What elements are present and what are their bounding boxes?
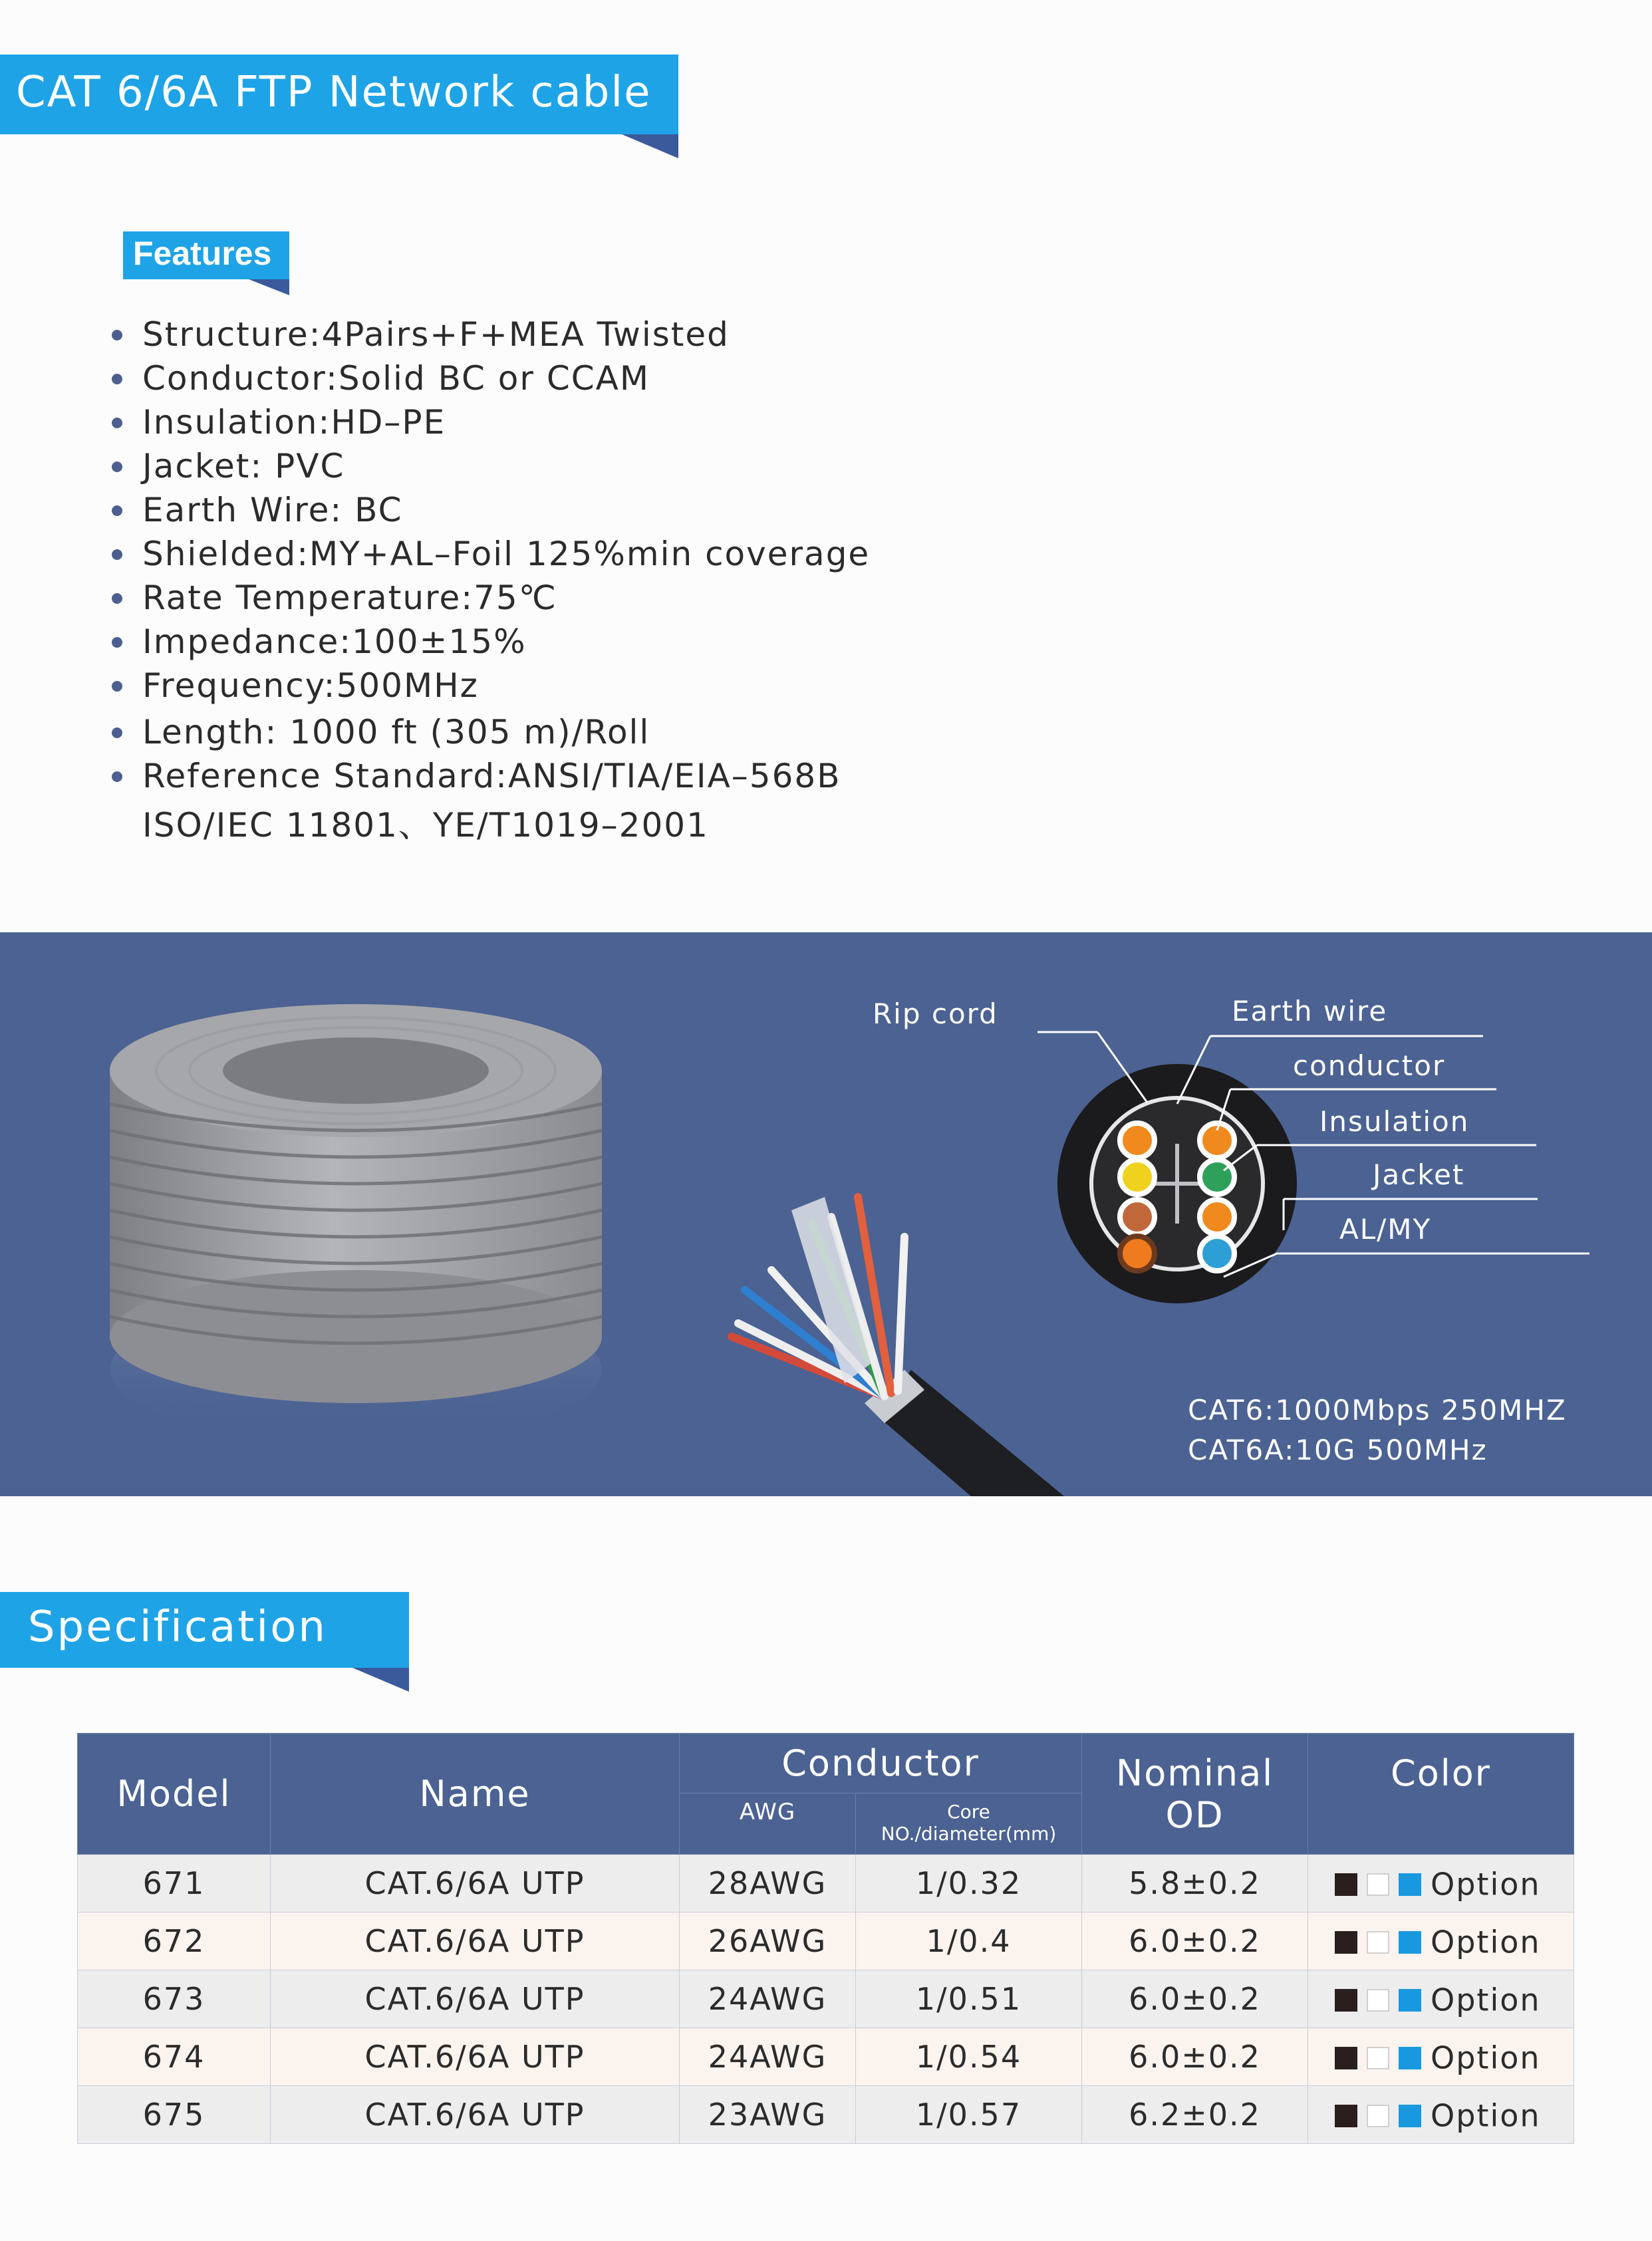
bullet (112, 505, 122, 516)
cell-od: 6.0±0.2 (1082, 1970, 1308, 2028)
cell-core: 1/0.57 (856, 2086, 1082, 2144)
page-title: CAT 6/6A FTP Network cable (16, 68, 652, 117)
cell-name: CAT.6/6A UTP (271, 1855, 680, 1912)
label-conductor: conductor (1293, 1049, 1446, 1082)
cell-od: 6.0±0.2 (1082, 2028, 1308, 2086)
cell-awg: 24AWG (680, 2028, 856, 2086)
cell-color: Option (1308, 2086, 1574, 2144)
speed-cat6a: CAT6A:10G 500MHz (1188, 1434, 1488, 1466)
bullet (112, 727, 122, 738)
swatch-blue (1399, 1873, 1421, 1896)
swatch-black (1335, 1989, 1357, 2012)
feature-item: Length: 1000 ft (305 m)/Roll (105, 708, 1103, 754)
bullet (112, 771, 122, 782)
header-conductor: Conductor (680, 1734, 1082, 1793)
swatch-black (1335, 1873, 1357, 1896)
cell-model: 675 (78, 2086, 271, 2144)
cell-model: 673 (78, 1970, 271, 2028)
swatch-blue (1399, 2105, 1421, 2127)
swatch-blue (1399, 1931, 1421, 1954)
header-color: Color (1308, 1734, 1574, 1855)
specification-heading: Specification (28, 1603, 327, 1652)
bullet (112, 330, 122, 340)
table-row (78, 1855, 1574, 1912)
cell-od: 6.0±0.2 (1082, 1912, 1308, 1970)
cell-core: 1/0.51 (856, 1970, 1082, 2028)
cell-name: CAT.6/6A UTP (271, 2086, 680, 2144)
cell-model: 672 (78, 1912, 271, 1970)
label-earth-wire: Earth wire (1232, 995, 1388, 1027)
swatch-white (1367, 1931, 1389, 1954)
header-name: Name (271, 1734, 680, 1855)
cell-color: Option (1308, 1855, 1574, 1912)
table-row (78, 1970, 1574, 2028)
swatch-black (1335, 1931, 1357, 1954)
label-insulation: Insulation (1319, 1105, 1470, 1138)
feature-item: Insulation:HD–PE (105, 400, 1103, 444)
cell-od: 5.8±0.2 (1082, 1855, 1308, 1912)
feature-item: Rate Temperature:75℃ (105, 576, 1103, 620)
header-core: Core NO./diameter(mm) (856, 1793, 1082, 1855)
features-heading: Features (133, 235, 272, 272)
swatch-blue (1399, 2047, 1421, 2069)
bullet (112, 549, 122, 560)
cell-name: CAT.6/6A UTP (271, 2028, 680, 2086)
label-al-my: AL/MY (1339, 1213, 1432, 1246)
table-row (78, 2086, 1574, 2144)
title-ribbon-tail (622, 134, 678, 158)
stripped-cable-image (692, 1184, 1064, 1496)
cell-color: Option (1308, 2028, 1574, 2086)
cell-awg: 24AWG (680, 1970, 856, 2028)
header-nominal-od: Nominal OD (1082, 1734, 1308, 1855)
swatch-black (1335, 2047, 1357, 2069)
cell-awg: 26AWG (680, 1912, 856, 1970)
cell-color: Option (1308, 1970, 1574, 2028)
feature-item: Earth Wire: BC (105, 488, 1103, 532)
header-awg: AWG (680, 1793, 856, 1855)
swatch-white (1367, 2047, 1389, 2069)
cell-awg: 23AWG (680, 2086, 856, 2144)
feature-item: Reference Standard:ANSI/TIA/EIA–568B (105, 754, 1103, 798)
bullet (112, 461, 122, 472)
cell-core: 1/0.4 (856, 1912, 1082, 1970)
speed-cat6: CAT6:1000Mbps 250MHZ (1188, 1394, 1567, 1426)
label-rip-cord: Rip cord (873, 997, 998, 1030)
specification-table (77, 1733, 1574, 2144)
cell-od: 6.2±0.2 (1082, 2086, 1308, 2144)
feature-item: Structure:4Pairs+F+MEA Twisted (105, 313, 1103, 356)
bullet (112, 681, 122, 692)
bullet (112, 593, 122, 604)
cell-model: 674 (78, 2028, 271, 2086)
label-jacket: Jacket (1373, 1158, 1465, 1191)
header-model: Model (78, 1734, 271, 1855)
cell-name: CAT.6/6A UTP (271, 1912, 680, 1970)
feature-item-continuation: ISO/IEC 11801、YE/T1019–2001 (142, 806, 709, 845)
swatch-black (1335, 2105, 1357, 2127)
feature-item: Impedance:100±15% (105, 620, 1103, 664)
table-row (78, 1912, 1574, 1970)
feature-item: Conductor:Solid BC or CCAM (105, 356, 1103, 400)
cell-name: CAT.6/6A UTP (271, 1970, 680, 2028)
swatch-white (1367, 1989, 1389, 2012)
table-row (78, 2028, 1574, 2086)
feature-item: Shielded:MY+AL–Foil 125%min coverage (105, 532, 1103, 576)
bullet (112, 374, 122, 384)
cell-core: 1/0.54 (856, 2028, 1082, 2086)
swatch-blue (1399, 1989, 1421, 2012)
cell-color: Option (1308, 1912, 1574, 1970)
cable-spool-image (100, 997, 632, 1463)
feature-item: Frequency:500MHz (105, 664, 1103, 708)
feature-item: Jacket: PVC (105, 444, 1103, 488)
swatch-white (1367, 2105, 1389, 2127)
features-badge-tail (249, 279, 289, 295)
swatch-white (1367, 1873, 1389, 1896)
feature-list (105, 313, 1103, 849)
cell-model: 671 (78, 1855, 271, 1912)
cell-awg: 28AWG (680, 1855, 856, 1912)
specification-ribbon-tail (352, 1668, 409, 1692)
bullet (112, 637, 122, 648)
bullet (112, 418, 122, 428)
cell-core: 1/0.32 (856, 1855, 1082, 1912)
